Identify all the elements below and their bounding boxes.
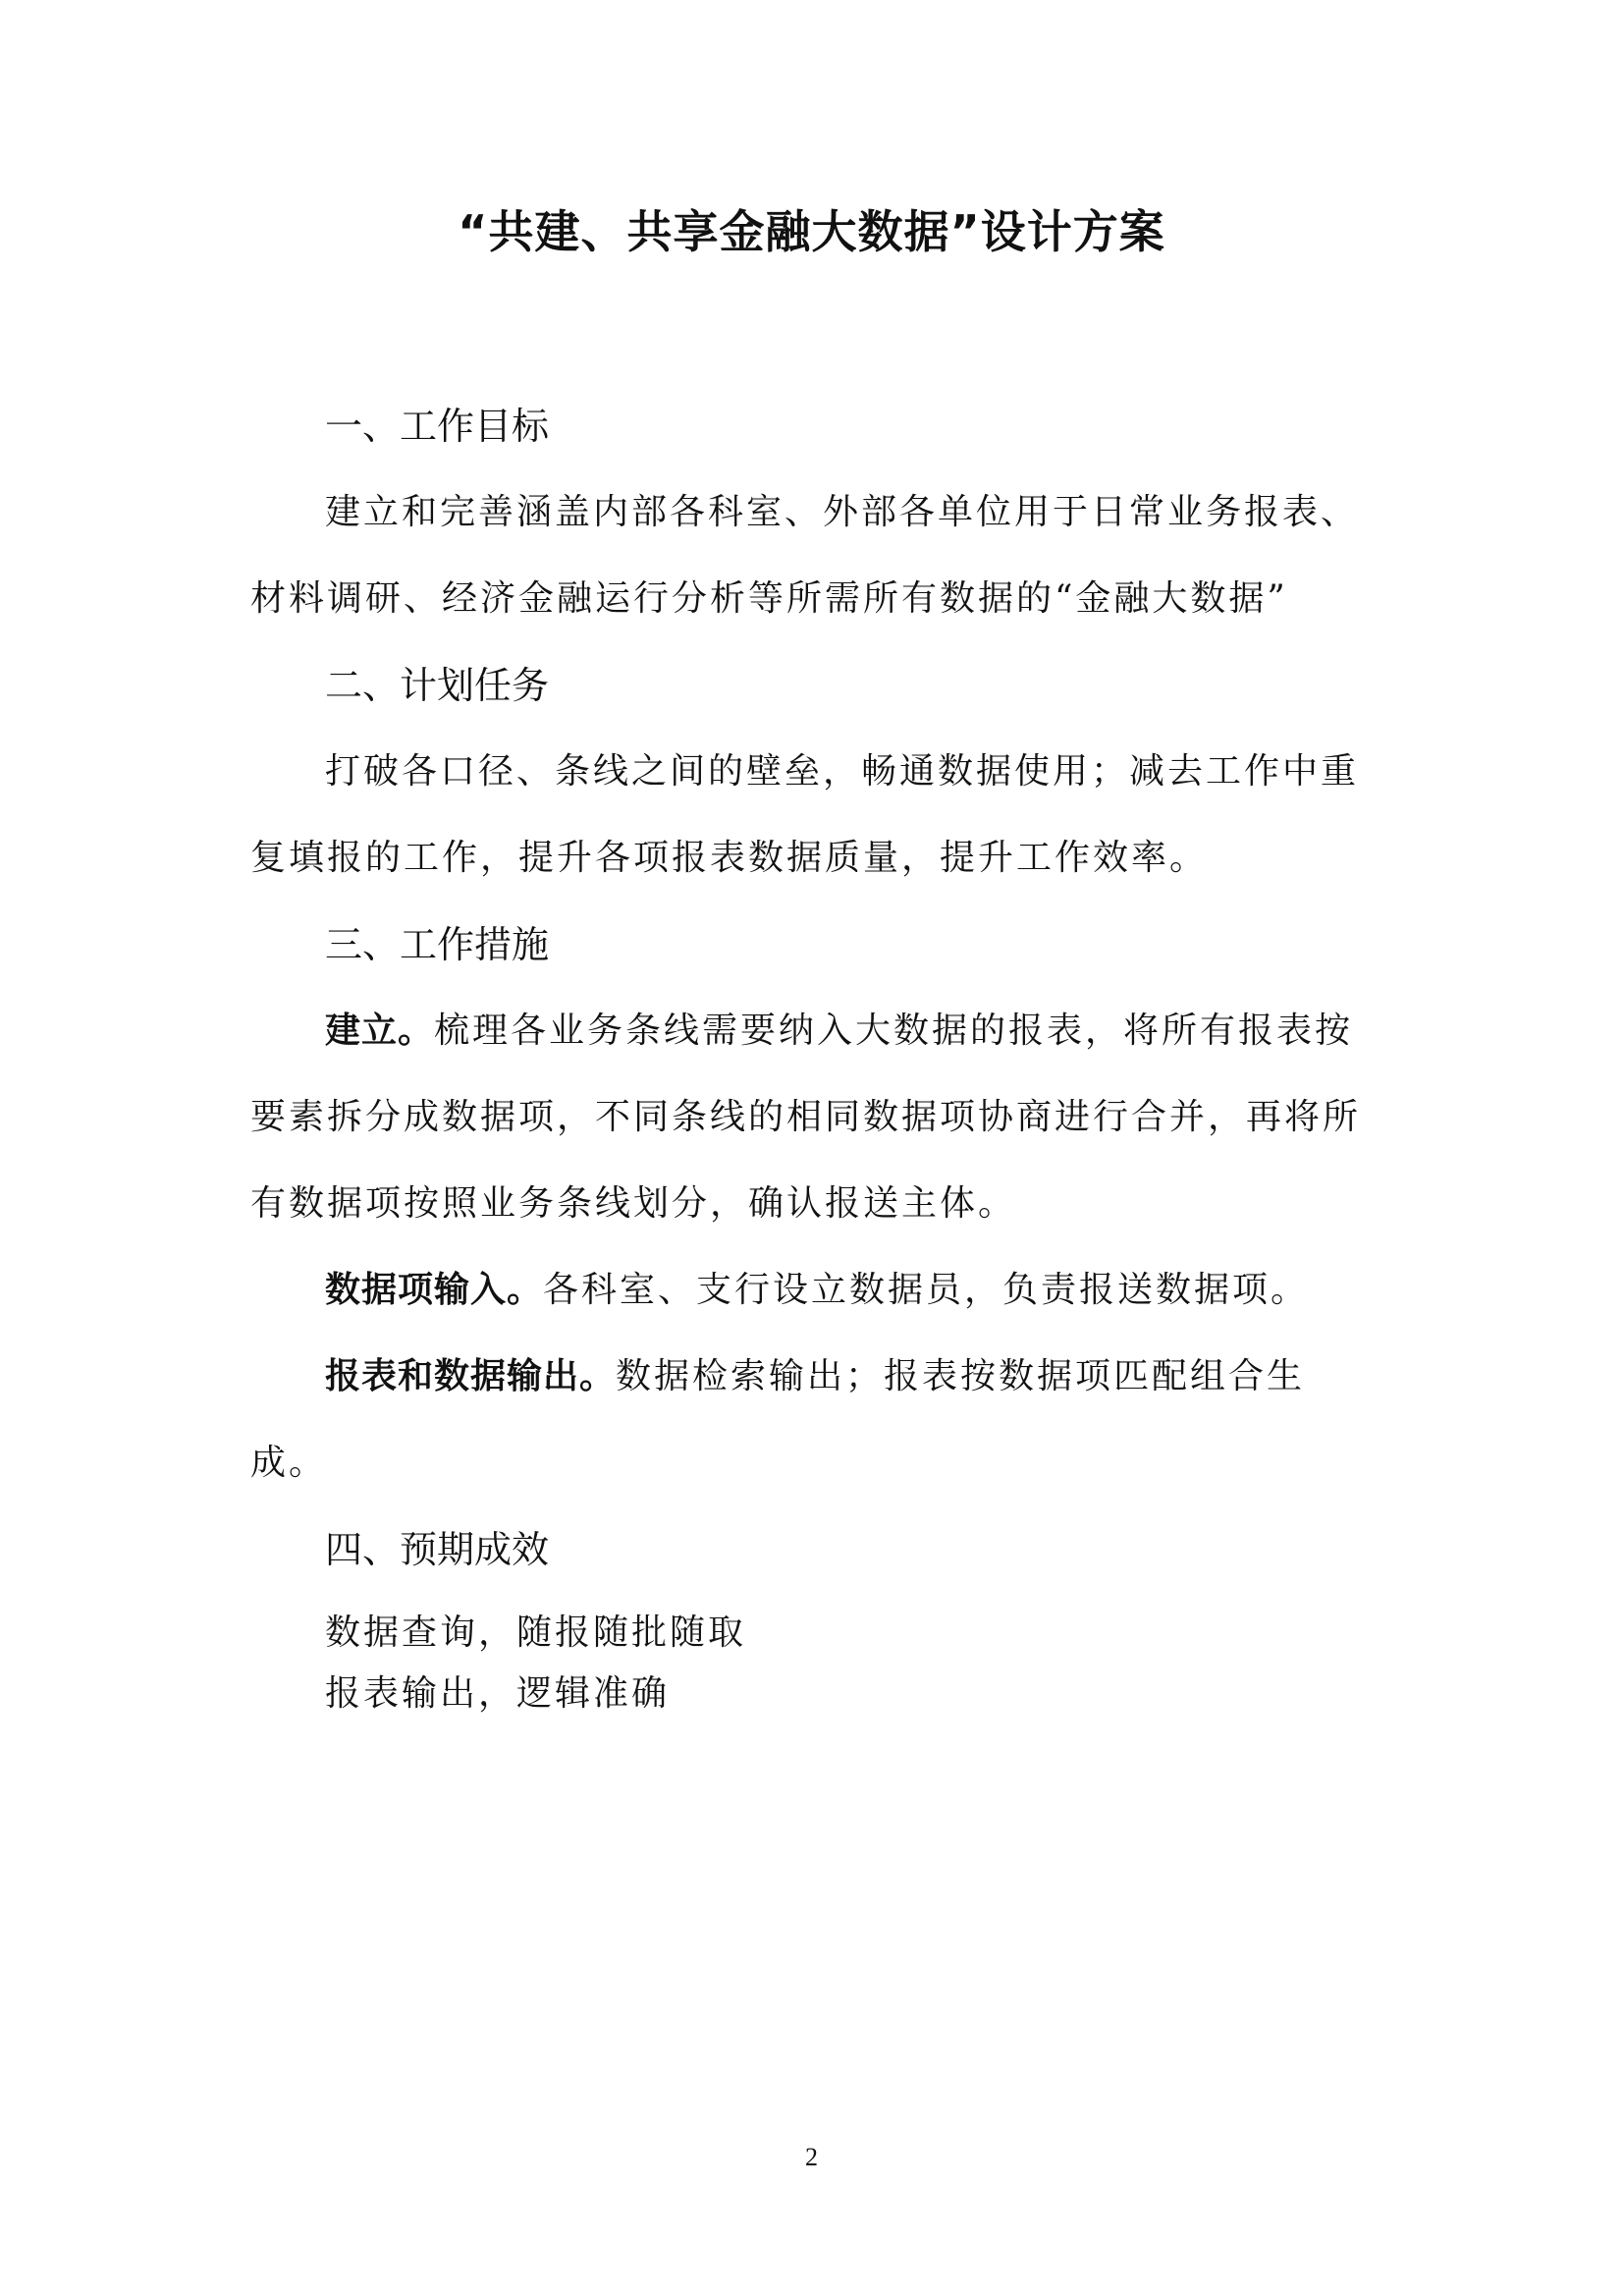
document-body <box>250 383 1380 1724</box>
measure-lead: 数据项输入。 <box>325 1270 544 1310</box>
measure-item <box>250 1247 1380 1334</box>
section-paragraph: 建立和完善涵盖内部各科室、外部各单位用于日常业务报表、材料调研、经济金融运行分析等所需所有数据的“金融大数据” <box>250 492 1360 619</box>
result-line: 报表输出，逻辑准确 <box>325 1673 671 1714</box>
page-number: 2 <box>805 2143 818 2171</box>
measure-text: 梳理各业务条线需要纳入大数据的报表，将所有报表按要素拆分成数据项，不同条线的相同数据项协商进行合并，再将所有数据项按照业务条线划分，确认报送主体。 <box>250 1011 1362 1224</box>
measure-text: 各科室、支行设立数据员，负责报送数据项。 <box>543 1270 1310 1310</box>
section-heading: 二、计划任务 <box>325 664 550 707</box>
result-line: 数据查询，随报随批随取 <box>325 1613 747 1653</box>
section-heading: 四、预期成效 <box>325 1528 550 1571</box>
document-title: “共建、共享金融大数据”设计方案 <box>458 205 1165 258</box>
measure-item <box>250 1334 1380 1506</box>
section-work-measures <box>250 902 1380 1506</box>
section-plan-tasks <box>250 642 1380 902</box>
measure-lead: 报表和数据输出。 <box>325 1356 617 1396</box>
measure-lead: 建立。 <box>325 1011 435 1051</box>
section-paragraph: 打破各口径、条线之间的壁垒，畅通数据使用；减去工作中重复填报的工作，提升各项报表数据质量，提升工作效率。 <box>250 751 1360 878</box>
measure-item <box>250 988 1380 1247</box>
measure-text: 数据检索输出；报表按数据项匹配组合生成。 <box>250 1356 1306 1483</box>
section-heading: 一、工作目标 <box>325 405 550 448</box>
section-heading: 三、工作措施 <box>325 923 550 966</box>
section-work-goal <box>250 383 1380 642</box>
section-expected-results <box>250 1506 1380 1724</box>
